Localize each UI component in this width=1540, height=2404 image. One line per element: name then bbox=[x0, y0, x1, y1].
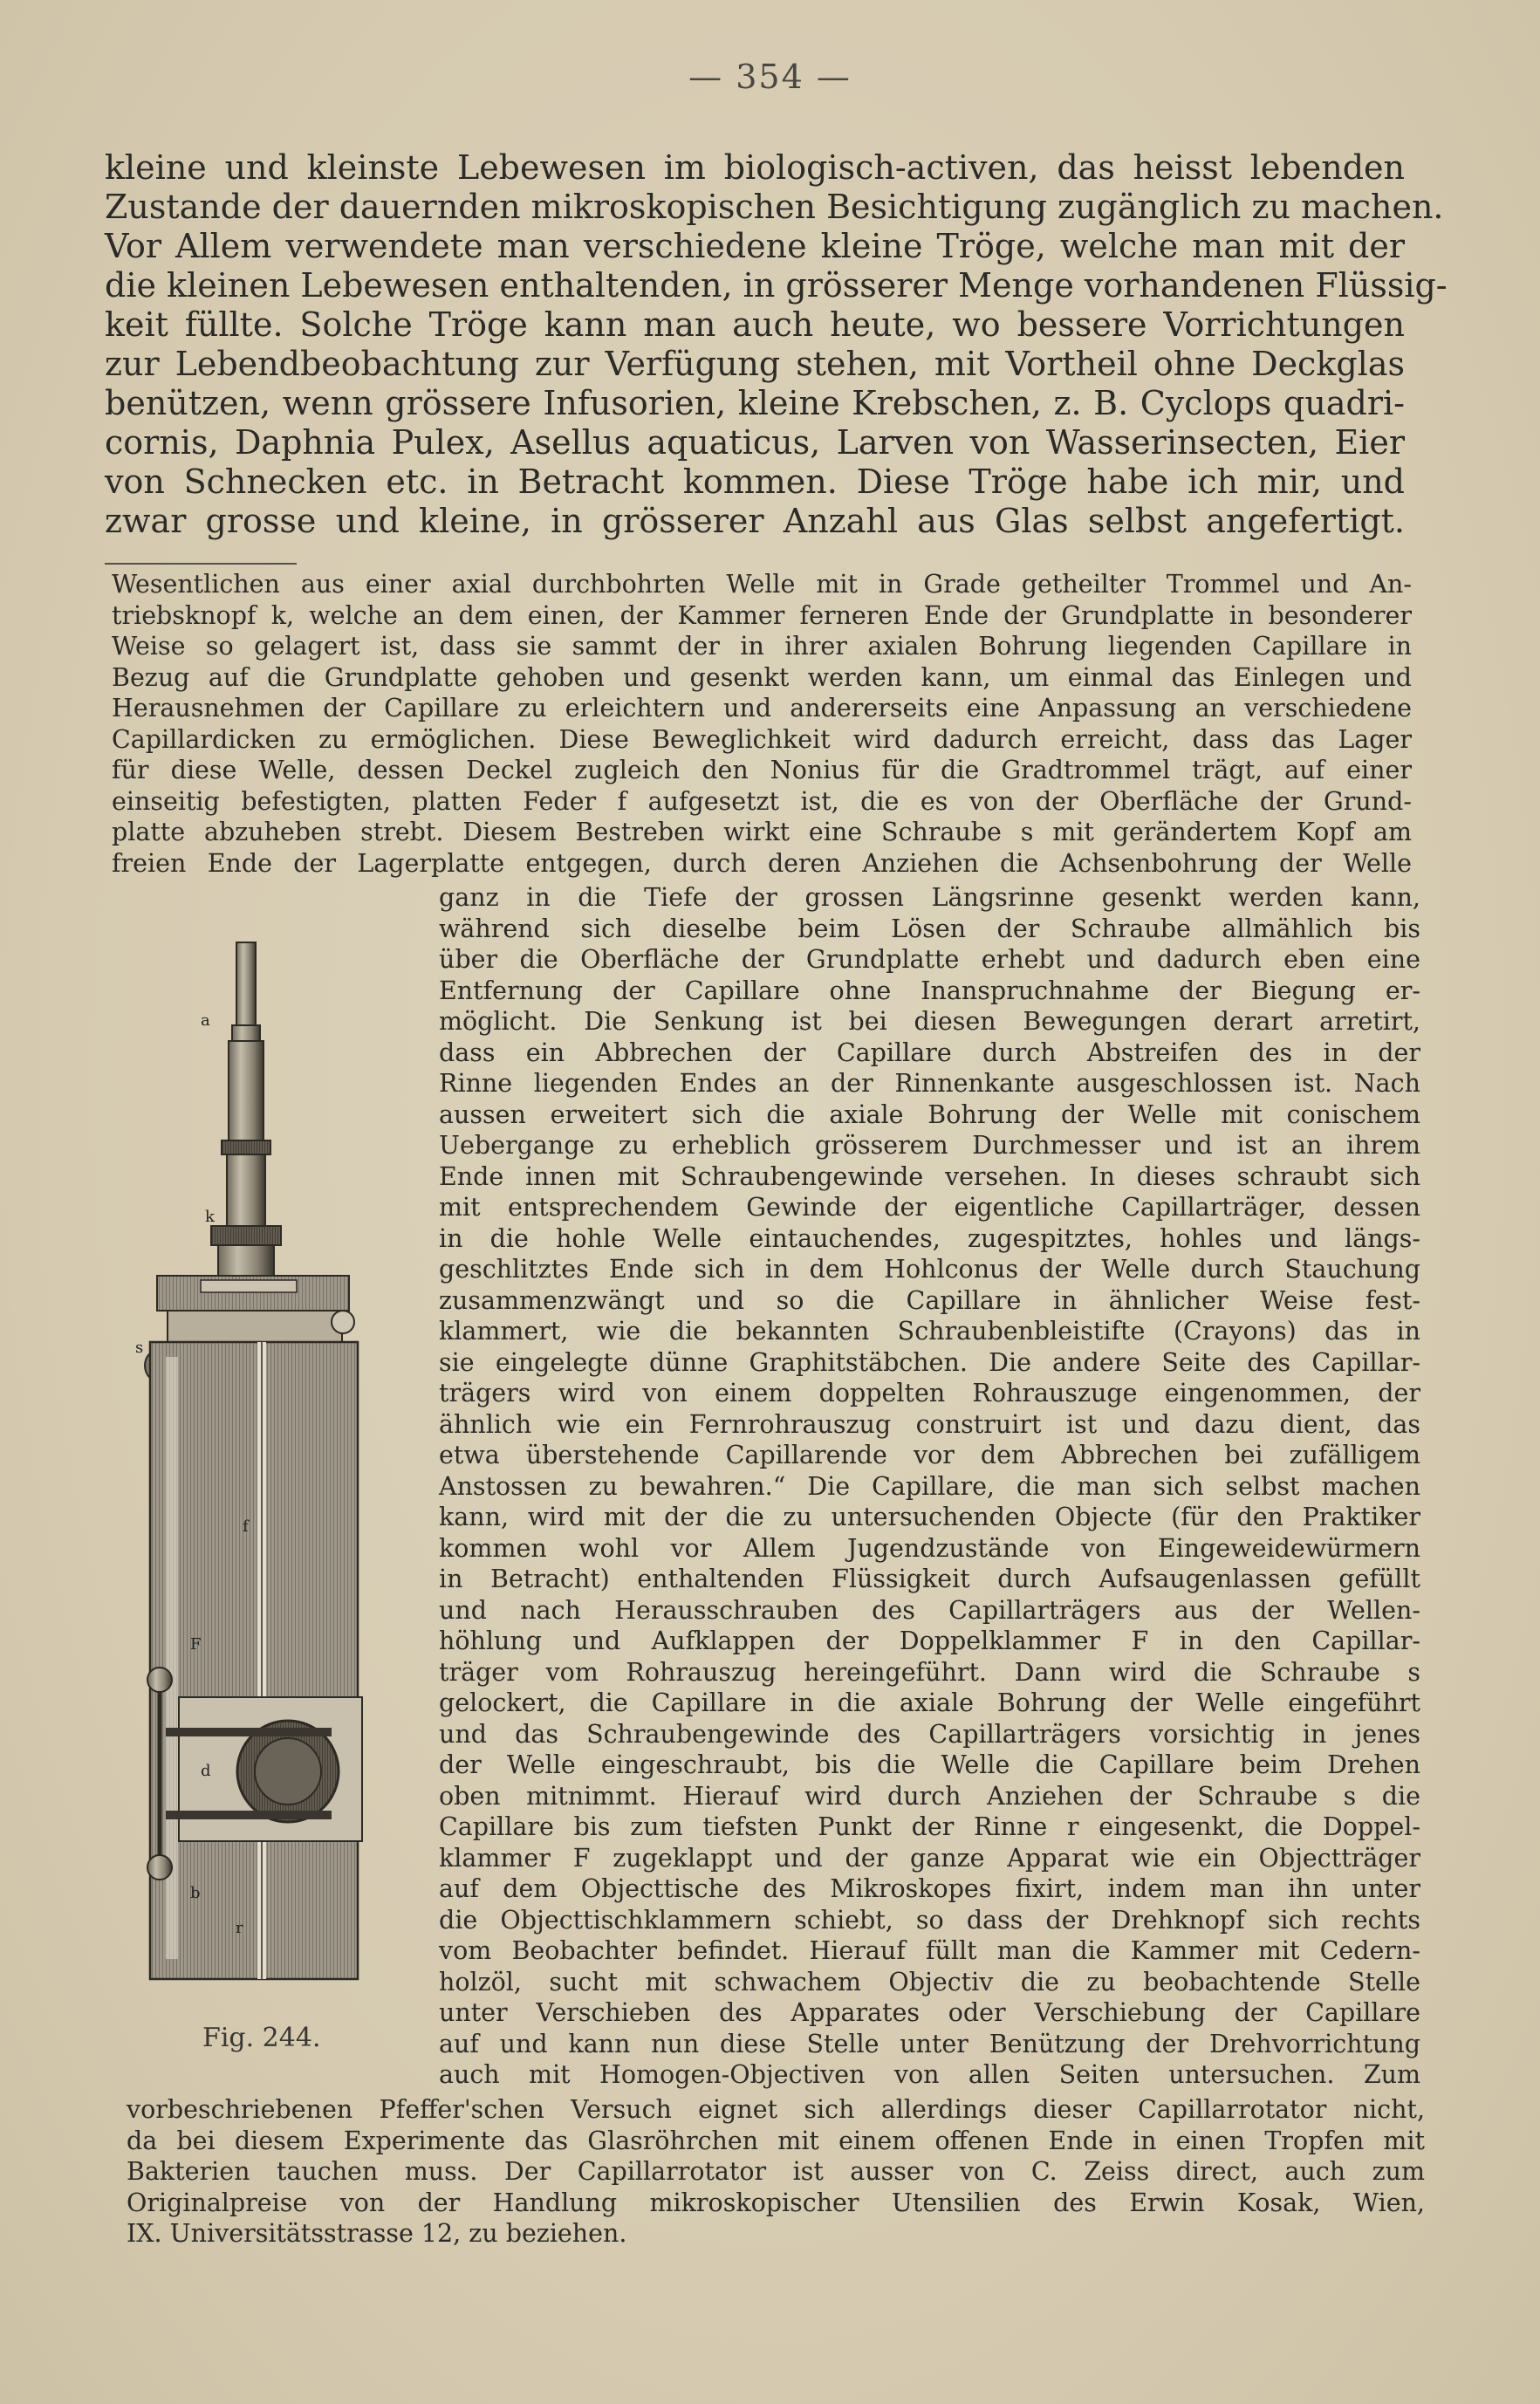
text-line: dass ein Abbrechen der Capillare durch Abstreifen des in der bbox=[439, 1038, 1420, 1067]
text-line: ähnlich wie ein Fernrohrauszug construirt ist und dazu dient, das bbox=[439, 1409, 1420, 1439]
text-line: freien Ende der Lagerplatte entgegen, durch deren Anziehen die Achsenbohrung der Welle bbox=[112, 848, 1412, 878]
capillary-rotator-illustration bbox=[131, 938, 375, 1994]
figure-label: b bbox=[190, 1884, 201, 1902]
text-line: Originalpreise von der Handlung mikroskopischer Utensilien des Erwin Kosak, Wien, bbox=[127, 2188, 1425, 2217]
text-line: aussen erweitert sich die axiale Bohrung der Welle mit conischem bbox=[439, 1099, 1420, 1129]
text-line: möglicht. Die Senkung ist bei diesen Bewegungen derart arretirt, bbox=[439, 1007, 1420, 1036]
text-line: Anstossen zu bewahren.“ Die Capillare, die man sich selbst machen bbox=[439, 1471, 1420, 1501]
text-line: kommen wohl vor Allem Jugendzustände von Eingeweidewürmern bbox=[439, 1533, 1420, 1563]
text-line: Weise so gelagert ist, dass sie sammt der in ihrer axialen Bohrung liegenden Capillare in bbox=[112, 632, 1412, 661]
figure-label: k bbox=[205, 1208, 215, 1226]
capillary-rotator-figure bbox=[131, 938, 375, 1994]
text-line: und das Schraubengewinde des Capillarträgers vorsichtig in jenes bbox=[439, 1719, 1420, 1749]
text-line: die kleinen Lebewesen enthaltenden, in grösserer Menge vorhandenen Flüssig- bbox=[105, 266, 1448, 305]
figure-label: s bbox=[135, 1339, 144, 1357]
text-line: cornis, Daphnia Pulex, Asellus aquaticus, Larven von Wasserinsecten, Eier bbox=[105, 423, 1405, 462]
text-line: Ende innen mit Schraubengewinde versehen. In dieses schraubt sich bbox=[439, 1161, 1420, 1191]
intro-paragraph bbox=[105, 148, 1448, 541]
text-line: träger vom Rohrauszug hereingeführt. Dann wird die Schraube s bbox=[439, 1657, 1420, 1687]
text-line: vorbeschriebenen Pfeffer'schen Versuch eignet sich allerdings dieser Capillarrotator nicht, bbox=[127, 2095, 1425, 2124]
text-line: Capillare bis zum tiefsten Punkt der Rinne r eingesenkt, die Doppel- bbox=[439, 1812, 1420, 1841]
text-line: Bakterien tauchen muss. Der Capillarrotator ist ausser von C. Zeiss direct, auch zum bbox=[127, 2157, 1425, 2186]
figure-label: F bbox=[190, 1635, 202, 1654]
text-line: von Schnecken etc. in Betracht kommen. Diese Tröge habe ich mir, und bbox=[105, 462, 1405, 501]
text-line: klammert, wie die bekannten Schraubenbleistifte (Crayons) das in bbox=[439, 1317, 1420, 1346]
text-line: benützen, wenn grössere Infusorien, kleine Krebschen, z. B. Cyclops quadri- bbox=[105, 384, 1405, 422]
text-line: in die hohle Welle eintauchendes, zugespitztes, hohles und längs- bbox=[439, 1223, 1420, 1253]
text-line: einseitig befestigten, platten Feder f aufgesetzt ist, die es von der Oberfläche der Grund- bbox=[112, 786, 1412, 816]
text-line: Entfernung der Capillare ohne Inanspruchnahme der Biegung er- bbox=[439, 976, 1420, 1005]
text-line: holzöl, sucht mit schwachem Objectiv die zu beobachtende Stelle bbox=[439, 1967, 1420, 1996]
text-line: oben mitnimmt. Hierauf wird durch Anziehen der Schraube s die bbox=[439, 1781, 1420, 1811]
text-line: kann, wird mit der die zu untersuchenden Objecte (für den Praktiker bbox=[439, 1503, 1420, 1531]
figure-label: d bbox=[201, 1762, 211, 1780]
figure-label: a bbox=[201, 1011, 210, 1030]
section-divider bbox=[105, 563, 297, 565]
text-line: zusammenzwängt und so die Capillare in ähnlicher Weise fest- bbox=[439, 1285, 1420, 1315]
text-line: für diese Welle, dessen Deckel zugleich den Nonius für die Gradtrommel trägt, auf einer bbox=[112, 756, 1412, 784]
text-line: trägers wird von einem doppelten Rohrauszuge eingenommen, der bbox=[439, 1379, 1420, 1407]
figure-label: f bbox=[243, 1517, 249, 1536]
text-line: triebsknopf k, welche an dem einen, der Kammer ferneren Ende der Grundplatte in besonderer bbox=[112, 600, 1412, 630]
text-line: Vor Allem verwendete man verschiedene kleine Tröge, welche man mit der bbox=[105, 227, 1405, 265]
text-line: IX. Universitätsstrasse 12, zu beziehen. bbox=[127, 2219, 627, 2248]
text-line: kleine und kleinste Lebewesen im biologisch-activen, das heisst lebenden bbox=[105, 148, 1405, 187]
text-line: keit füllte. Solche Tröge kann man auch heute, wo bessere Vorrichtungen bbox=[105, 305, 1405, 344]
text-line: und nach Herausschrauben des Capillarträgers aus der Wellen- bbox=[439, 1595, 1420, 1625]
text-line: höhlung und Aufklappen der Doppelklammer F in den Capillar- bbox=[439, 1627, 1420, 1655]
text-line: auch mit Homogen-Objectiven von allen Seiten untersuchen. Zum bbox=[439, 2060, 1420, 2089]
text-line: ganz in die Tiefe der grossen Längsrinne gesenkt werden kann, bbox=[439, 883, 1420, 912]
text-line: auf und kann nun diese Stelle unter Benützung der Drehvorrichtung bbox=[439, 2029, 1420, 2058]
text-line: Zustande der dauernden mikroskopischen Besichtigung zugänglich zu machen. bbox=[105, 188, 1444, 226]
text-line: Uebergange zu erheblich grösserem Durchmesser und ist an ihrem bbox=[439, 1131, 1420, 1160]
text-line: etwa überstehende Capillarende vor dem Abbrechen bei zufälligem bbox=[439, 1441, 1420, 1469]
quotation-block-bottom bbox=[127, 2094, 1425, 2250]
text-line: Bezug auf die Grundplatte gehoben und gesenkt werden kann, um einmal das Einlegen und bbox=[112, 662, 1412, 692]
text-line: geschlitztes Ende sich in dem Hohlconus der Welle durch Stauchung bbox=[439, 1255, 1420, 1284]
text-line: die Objecttischklammern schiebt, so dass der Drehknopf sich rechts bbox=[439, 1905, 1420, 1935]
text-line: Wesentlichen aus einer axial durchbohrten Welle mit in Grade getheilter Trommel und An- bbox=[112, 570, 1412, 599]
quotation-block-right bbox=[439, 882, 1420, 2091]
text-line: klammer F zugeklappt und der ganze Apparat wie ein Objectträger bbox=[439, 1843, 1420, 1873]
text-line: über die Oberfläche der Grundplatte erhebt und dadurch eben eine bbox=[439, 945, 1420, 974]
text-line: auf dem Objecttische des Mikroskopes fixirt, indem man ihn unter bbox=[439, 1874, 1420, 1903]
text-line: vom Beobachter befindet. Hierauf füllt man die Kammer mit Cedern- bbox=[439, 1936, 1420, 1965]
text-line: zur Lebendbeobachtung zur Verfügung stehen, mit Vortheil ohne Deckglas bbox=[105, 345, 1405, 383]
text-line: zwar grosse und kleine, in grösserer Anzahl aus Glas selbst angefertigt. bbox=[105, 502, 1405, 540]
text-line: mit entsprechendem Gewinde der eigentliche Capillarträger, dessen bbox=[439, 1193, 1420, 1222]
text-line: sie eingelegte dünne Graphitstäbchen. Die andere Seite des Capillar- bbox=[439, 1347, 1420, 1377]
text-line: Rinne liegenden Endes an der Rinnenkante ausgeschlossen ist. Nach bbox=[439, 1069, 1420, 1098]
text-line: da bei diesem Experimente das Glasröhrchen mit einem offenen Ende in einen Tropfen mit bbox=[127, 2126, 1425, 2155]
page-number: — 354 — bbox=[688, 58, 852, 96]
text-line: der Welle eingeschraubt, bis die Welle die Capillare beim Drehen bbox=[439, 1750, 1420, 1779]
figure-caption: Fig. 244. bbox=[202, 2023, 321, 2053]
figure-label: r bbox=[236, 1919, 243, 1937]
text-line: gelockert, die Capillare in die axiale Bohrung der Welle eingeführt bbox=[439, 1688, 1420, 1717]
text-line: Capillardicken zu ermöglichen. Diese Beweglichkeit wird dadurch erreicht, dass das Lager bbox=[112, 724, 1412, 754]
text-line: Herausnehmen der Capillare zu erleichtern und andererseits eine Anpassung an verschiedene bbox=[112, 694, 1412, 723]
text-line: während sich dieselbe beim Lösen der Schraube allmählich bis bbox=[439, 914, 1420, 943]
text-line: unter Verschieben des Apparates oder Verschiebung der Capillare bbox=[439, 1998, 1420, 2027]
text-line: platte abzuheben strebt. Diesem Bestreben wirkt eine Schraube s mit gerändertem Kopf am bbox=[112, 818, 1412, 846]
quotation-block-top bbox=[112, 569, 1412, 879]
text-line: in Betracht) enthaltenden Flüssigkeit durch Aufsaugenlassen gefüllt bbox=[439, 1565, 1420, 1593]
